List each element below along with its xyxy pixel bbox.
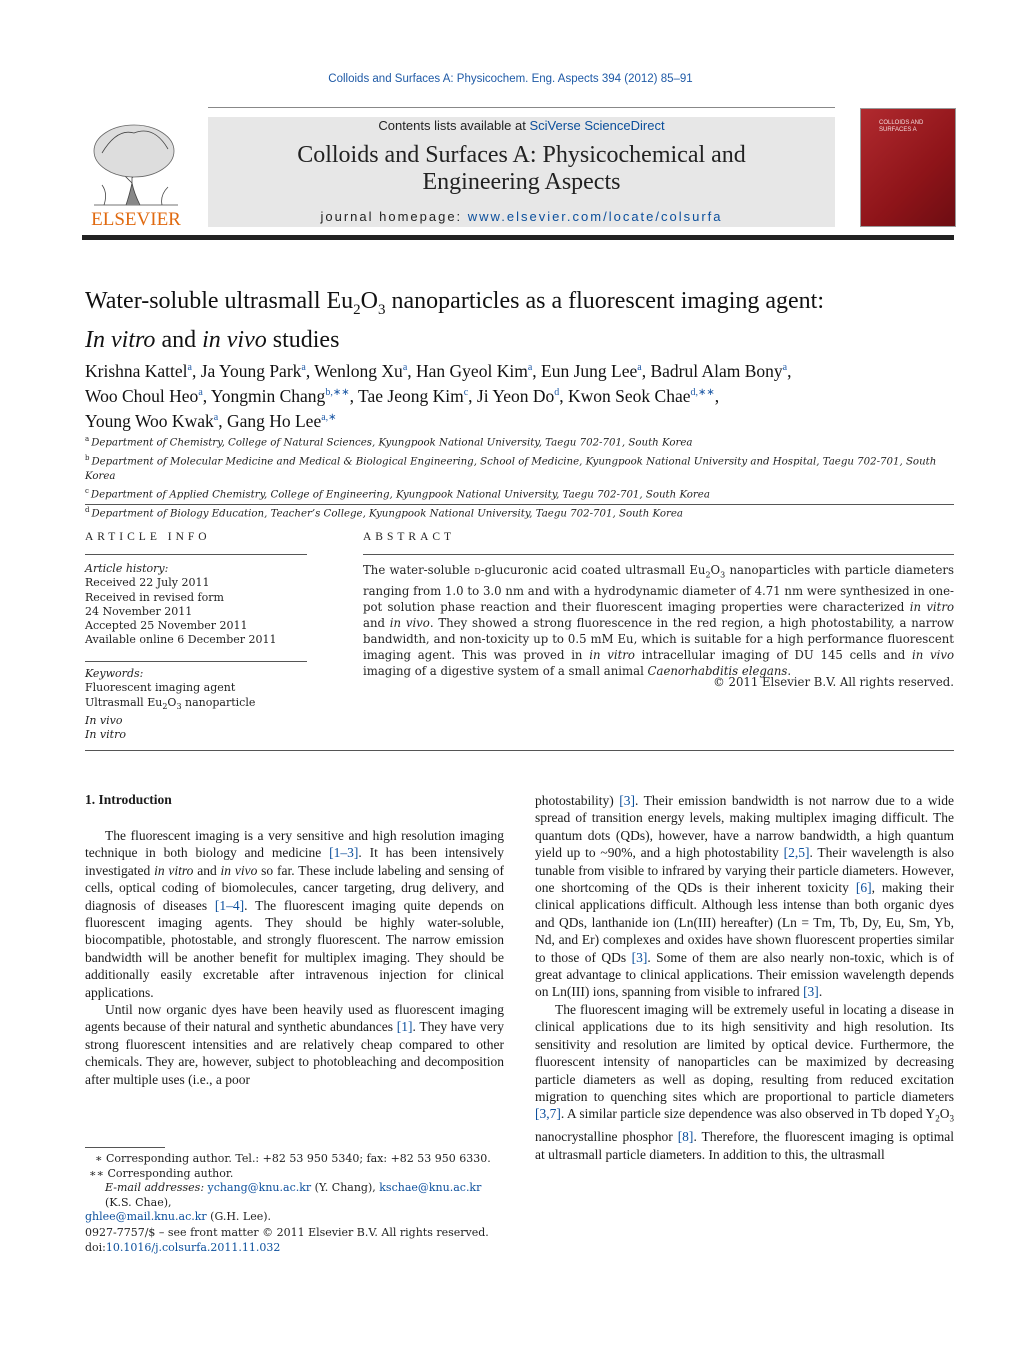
history-item: Accepted 25 November 2011: [85, 619, 248, 633]
citation-link[interactable]: [8]: [677, 1129, 694, 1145]
author-affiliation-mark[interactable]: c: [463, 386, 469, 398]
section-heading-introduction: 1. Introduction: [85, 792, 172, 807]
affiliation-item: $^d$ Department of Biology Education, Teacher’s College, Kyungpook National University, Taegu 702-701, South Korea: [85, 506, 683, 520]
history-item: Available online 6 December 2011: [85, 633, 277, 647]
author-affiliation-mark[interactable]: a: [527, 362, 533, 373]
citation-link[interactable]: [1–3]: [329, 845, 359, 861]
citation-link[interactable]: [2,5]: [783, 845, 810, 861]
homepage-prefix: journal homepage:: [320, 209, 468, 224]
corresponding-author-2: ∗∗ Corresponding author.: [89, 1166, 234, 1180]
email-addresses-cont: ghlee@mail.knu.ac.kr (G.H. Lee).: [85, 1210, 272, 1223]
section-rule: [85, 504, 954, 505]
footnote-rule: [85, 1147, 165, 1148]
journal-homepage: [208, 209, 835, 224]
keyword-item: In vivo: [85, 714, 123, 728]
header-thick-rule: [82, 235, 954, 240]
issn-doi: [85, 1226, 505, 1255]
author-name[interactable]: Young Woo Kwak: [85, 410, 214, 431]
footnotes: [85, 1152, 505, 1225]
citation-link[interactable]: [3]: [619, 793, 635, 808]
affiliation-item: $^a$ Department of Chemistry, College of Natural Sciences, Kyungpook National University, Taegu 702-701, South Korea: [85, 435, 693, 449]
history-item: Received in revised form: [85, 590, 224, 604]
author-name[interactable]: Yongmin Chang: [210, 385, 326, 406]
author-affiliation-mark[interactable]: a: [402, 362, 408, 373]
journal-title: [208, 142, 835, 196]
journal-cover-image[interactable]: [860, 108, 956, 227]
body-column-left: [85, 827, 504, 1088]
citation-link[interactable]: [3]: [803, 984, 819, 1000]
author-name[interactable]: Ji Yeon Do: [476, 385, 555, 406]
header-rule: [208, 107, 835, 108]
author-affiliation-mark[interactable]: b,∗∗: [325, 386, 350, 398]
author-affiliation-mark[interactable]: a: [637, 362, 642, 373]
keyword-item: Fluorescent imaging agent: [85, 681, 236, 695]
article-info-heading: ARTICLE INFO: [85, 531, 211, 543]
body-paragraph: Until now organic dyes have been heavily used as fluorescent imaging agents because of their natural and synthetic abundances [1]. They have very strong fluorescent intensities and are relatively cheap compared to other chemicals. They are, however, subject to photobleaching and decomposition after multiple uses (i.e., a poor: [85, 1002, 504, 1087]
section-rule-bottom: [85, 750, 954, 751]
author-name[interactable]: Gang Ho Lee: [226, 410, 322, 431]
affiliations: [85, 432, 955, 522]
author-affiliation-mark[interactable]: a: [198, 386, 203, 398]
author-name[interactable]: Han Gyeol Kim: [416, 360, 528, 381]
cover-title: COLLOIDS AND SURFACES A: [879, 120, 924, 133]
email-link[interactable]: kschae@knu.ac.kr: [379, 1181, 482, 1194]
author-name[interactable]: Wenlong Xu: [314, 360, 403, 381]
journal-citation[interactable]: Colloids and Surfaces A: Physicochem. Eng. Aspects 394 (2012) 85–91: [328, 73, 693, 85]
body-column-right: [535, 792, 954, 1163]
history-item: Received 22 July 2011: [85, 576, 210, 590]
author-affiliation-mark[interactable]: a: [782, 362, 788, 373]
corresponding-author-1: ∗ Corresponding author. Tel.: +82 53 950 5340; fax: +82 53 950 6330.: [95, 1152, 491, 1165]
author-name[interactable]: Tae Jeong Kim: [358, 385, 464, 406]
keywords: [85, 667, 310, 743]
affiliation-item: $^c$ Department of Applied Chemistry, College of Engineering, Kyungpook National University, Taegu 702-701, South Korea: [85, 487, 710, 501]
paper-title: Water-soluble ultrasmall $Eu_2O_3$ nanoparticles as a fluorescent imaging agent: In vitro and in vivo studies: [85, 288, 825, 353]
author-affiliation-mark[interactable]: a: [187, 362, 192, 373]
homepage-link[interactable]: www.elsevier.com/locate/colsurfa: [467, 209, 723, 224]
author-name[interactable]: Ja Young Park: [200, 360, 302, 381]
sciencedirect-link[interactable]: SciVerse ScienceDirect: [529, 118, 665, 133]
author-name[interactable]: Badrul Alam Bony: [650, 360, 783, 381]
author-name[interactable]: Kwon Seok Chae: [568, 385, 691, 406]
abstract-rule: [363, 554, 954, 555]
author-name[interactable]: Krishna Kattel: [85, 360, 188, 381]
author-affiliation-mark[interactable]: a: [301, 362, 306, 373]
journal-title-line2: Engineering Aspects: [422, 169, 621, 195]
abstract-text: The water-soluble d-glucuronic acid coated ultrasmall $Eu_2O_3$ nanoparticles with particle diameters ranging from 1.0 to 3.0 nm and with a hydrodynamic diameter of 4.71 nm were synthesized in one-pot solution phase reaction and their fluorescent imaging properties were characterized in vitro and in vivo. They showed a strong fluorescence in the red region, a high photostability, a narrow bandwidth, and non-toxicity up to 0.5 mM Eu, which is suitable for a high performance fluorescent imaging agent. This was proved in in vitro intracellular imaging of DU 145 cells and in vivo imaging of a digestive system of a small animal Caenorhabditis elegans.: [363, 563, 954, 679]
abstract-copyright: © 2011 Elsevier B.V. All rights reserved.: [713, 675, 954, 689]
article-info-rule: [85, 554, 307, 555]
contents-line: [208, 118, 835, 133]
author-affiliation-mark[interactable]: a,∗: [321, 411, 337, 423]
keyword-item: In vitro: [85, 728, 126, 742]
body-paragraph: The fluorescent imaging will be extremely useful in locating a disease in clinical applications due to its high sensitivity and high resolution. Its sensitivity and resolution are limited by optical device. Furthermore, the fluorescent intensity of nanoparticles can be maximized by decreasing particle diameters as well as doping, resulting from reduced excitation migration to quenching sites which are proportional to particle diameters [3,7]. A similar particle size dependence was also observed in Tb doped $Y_2O_3$ nanocrystalline phosphor [8]. Therefore, the fluorescent imaging is optimal at ultrasmall particle diameters. In addition to this, the ultrasmall: [535, 1001, 954, 1162]
citation-link[interactable]: [6]: [855, 880, 872, 896]
author-affiliation-mark[interactable]: d,∗∗: [690, 386, 715, 398]
issn-line: 0927-7757/$ – see front matter © 2011 Elsevier B.V. All rights reserved.: [85, 1226, 489, 1239]
doi-link[interactable]: 10.1016/j.colsurfa.2011.11.032: [105, 1240, 281, 1254]
author-name[interactable]: Eun Jung Lee: [541, 360, 638, 381]
keyword-item: Ultrasmall $Eu_2O_3$ nanoparticle: [85, 695, 256, 711]
author-affiliation-mark[interactable]: d: [554, 386, 560, 398]
elsevier-logo: [82, 113, 190, 231]
elsevier-tree-icon: [82, 113, 190, 231]
journal-title-line1: Colloids and Surfaces A: Physicochemical and: [297, 142, 746, 168]
author-list: Krishna Kattel$^a$, Ja Young Park$^a$, Wenlong Xu$^a$, Han Gyeol Kim$^a$, Eun Jung Lee$^a$, Badrul Alam Bony$^a$, Woo Choul Heo$^a$, Yongmin Chang$^{b,∗∗}$, Tae Jeong Kim$^c$, Ji Yeon Do$^d$, Kwon Seok Chae$^{d,∗∗}$, Young Woo Kwak$^a$, Gang Ho Lee$^{a,∗}$: [85, 360, 792, 431]
affiliation-item: $^b$ Department of Molecular Medicine and Medical & Biological Engineering, School of Medicine, Kyungpook National University and Hospital, Taegu 702-701, South Korea: [85, 453, 937, 482]
contents-prefix: Contents lists available at: [378, 118, 530, 133]
history-list: [85, 576, 310, 647]
email-link[interactable]: ychang@knu.ac.kr: [207, 1181, 312, 1194]
body-paragraph: photostability) [3]. Their emission bandwidth is not narrow due to a wide spread of transition energy levels, making multiplex imaging difficult. The quantum dots (QDs), however, have a narrow bandwidth, a high quantum yield up to ~90%, and a high photostability [2,5]. Their wavelength is also tunable from visible to infrared by varying their particle diameters. However, one shortcoming of the QDs is their inherent toxicity [6], making their clinical applications difficult. Although less intense than both organic dyes and QDs, lanthanide ion (Ln(III) hereafter) (Ln = Tm, Tb, Dy, Eu, Sm, Yb, Nd, and Er) complexes and oxides have shown fluorescent properties similar to those of QDs [3]. Some of them are also nearly non-toxic, which is of great advantage to clinical applications. Their emission wavelength depends on Ln(III) ions, spanning from visible to infrared [3].: [535, 793, 955, 1000]
citation-link[interactable]: [3]: [631, 949, 648, 965]
keywords-rule: [85, 661, 307, 662]
email-link[interactable]: ghlee@mail.knu.ac.kr: [85, 1210, 207, 1223]
elsevier-wordmark: ELSEVIER: [91, 209, 181, 230]
doi-line: doi:10.1016/j.colsurfa.2011.11.032: [85, 1240, 281, 1254]
body-paragraph: The fluorescent imaging is a very sensitive and high resolution imaging technique in both biology and medicine [1–3]. It has been intensively investigated in vitro and in vivo so far. These include labeling and sensing of cells, optical coding of biomolecules, cancer targeting, drug delivery, and diagnosis of diseases [1–4]. The fluorescent imaging quite depends on fluorescent imaging agents. They should be highly water-soluble, biocompatible, photostable, and strongly fluorescent. The narrow emission bandwidth will be another benefit for multiplex imaging. They should be additionally easily excretable after intravenous injection for clinical applications.: [85, 828, 504, 1000]
keywords-label: Keywords:: [85, 667, 144, 680]
email-addresses: E-mail addresses: ychang@knu.ac.kr (Y. Chang), kschae@knu.ac.kr (K.S. Chae),: [105, 1181, 482, 1209]
history-item: 24 November 2011: [85, 604, 193, 618]
abstract-heading: ABSTRACT: [363, 531, 456, 543]
citation-link[interactable]: [1]: [396, 1019, 413, 1035]
author-name[interactable]: Woo Choul Heo: [85, 385, 199, 406]
article-history: [85, 562, 310, 648]
citation-link[interactable]: [1–4]: [214, 897, 245, 913]
history-label: Article history:: [85, 562, 169, 575]
author-affiliation-mark[interactable]: a: [213, 411, 219, 423]
citation-link[interactable]: [3,7]: [535, 1106, 561, 1122]
